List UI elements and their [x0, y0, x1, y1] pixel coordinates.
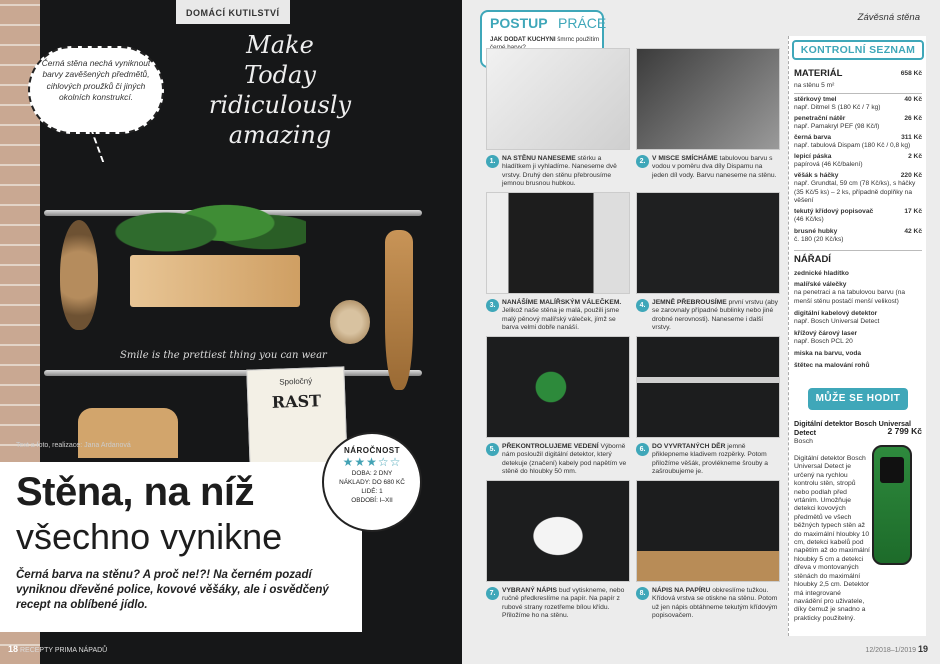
step-photo-finished-wall [636, 480, 780, 582]
product-brand: Bosch [794, 438, 813, 445]
tool-item [794, 281, 922, 306]
page-number-left: 18 [8, 644, 19, 654]
question-rest: šmrnc použitím [557, 36, 600, 43]
headline-sub: všechno vynikne [16, 516, 283, 557]
difficulty-badge [322, 432, 422, 532]
material-total [794, 70, 922, 78]
step-photo-sanding [636, 192, 780, 294]
step-number: 2. [636, 155, 649, 168]
headline-main: Stěna, na níž [16, 470, 254, 514]
step-bold: NANÁŠÍME MALÍŘSKÝM VÁLEČKEM. [502, 299, 622, 306]
material-name: černá barva [794, 134, 832, 141]
right-page [462, 0, 940, 664]
step-bold: PŘEKONTROLUJEME VEDENÍ [502, 443, 599, 450]
material-note: např. Pamakryl PEF (98 Kč/l) [794, 123, 880, 131]
material-name: brusné hubky [794, 228, 838, 235]
step-bold: VYBRANÝ NÁPIS [502, 587, 557, 594]
material-heading: MATERIÁL [794, 68, 843, 79]
chalk-line: amazing [228, 121, 332, 149]
step-text [486, 299, 630, 332]
material-item [794, 208, 922, 225]
step-body: jemně přiklepneme kladivem rozpěrky. Potom přiložíme věšák, provlékneme šrouby a zašroubujeme je. [652, 443, 768, 475]
right-footer [865, 644, 928, 654]
material-name: lepicí páska [794, 153, 832, 160]
step-number: 8. [636, 587, 649, 600]
book-title-small: Spoločný [279, 376, 313, 387]
step-card [636, 480, 780, 620]
step-number: 4. [636, 299, 649, 312]
question-bold: JAK DODAT KUCHYNI [490, 36, 556, 43]
step-number: 7. [486, 587, 499, 600]
step-text [486, 155, 630, 188]
step-photo-plastering [486, 48, 630, 150]
speech-bubble: Černá stěna nechá vyniknout barvy zavěšených předmětů, cihlových proužků či jiných okolních konstrukcí. [28, 46, 164, 134]
step-number: 3. [486, 299, 499, 312]
material-price: 2 Kč [908, 153, 922, 160]
product-name: Digitální detektor Bosch Universal Detect [794, 419, 912, 437]
step-bold: JEMNĚ PŘEBROUSÍME [652, 299, 727, 306]
step-bold: V MISCE SMÍCHÁME [652, 155, 718, 162]
issue-date: 12/2018–1/2019 [865, 647, 917, 654]
material-note: papírová (46 Kč/balení) [794, 161, 863, 169]
step-text [636, 299, 780, 332]
step-card [486, 192, 630, 332]
material-note: č. 180 (20 Kč/ks) [794, 236, 844, 244]
step-photo-detector [486, 336, 630, 438]
material-item [794, 134, 922, 151]
step-body: buď vytiskneme, nebo ručně předkreslíme na papír. Na papír z rubové strany rozetřeme bílou křídu. Přiložíme ho na stěnu. [502, 587, 625, 619]
tool-note: na penetraci a na tabulovou barvu (na menší stěnu postačí menší velikost) [794, 289, 906, 305]
step-number: 1. [486, 155, 499, 168]
material-price: 220 Kč [900, 172, 922, 179]
chalk-lettering [190, 30, 370, 150]
material-item [794, 172, 922, 206]
material-name: věšák s háčky [794, 172, 839, 179]
tool-name: zednické hladítko [794, 270, 849, 277]
left-footer [8, 644, 107, 654]
wooden-planter [130, 255, 300, 307]
step-body: stěrku a hladítkem ji vyhladíme. Naneseme dvě vrstvy. Druhý den stěnu přebrousíme jemnou brusnou hubkou. [502, 155, 617, 187]
step-text [486, 587, 630, 620]
difficulty-time: DOBA: 2 DNY [351, 470, 393, 477]
tools-heading: NÁŘADÍ [794, 254, 831, 265]
postup-title-light: PRÁCE [558, 15, 607, 31]
magazine-name: RECEPTY PRIMA NÁPADŮ [19, 647, 108, 654]
material-price: 26 Kč [904, 115, 922, 122]
step-body: Jelikož naše stěna je malá, použili jsme malý pěnový malířský váleček, jímž se barva velmi dobře nanáší. [502, 307, 620, 331]
step-card [486, 480, 630, 620]
product-price: 2 799 Kč [887, 426, 922, 436]
tool-item [794, 310, 922, 327]
lead-paragraph: Černá barva na stěnu? A proč ne!?! Na černém pozadí vyniknou dřevěné police, kovové věšáky, ale i osvědčený recept na oblíbené jídlo. [16, 569, 329, 611]
wooden-spoon [385, 230, 413, 390]
step-photo-paper-template [486, 480, 630, 582]
step-photo-paint-mixing [636, 48, 780, 150]
woven-basket [60, 220, 98, 330]
tool-name: malířské válečky [794, 281, 847, 288]
postup-title-bold: POSTUP [490, 15, 548, 31]
material-subtitle: na stěnu 5 m² [794, 82, 835, 89]
tool-name: miska na barvu, voda [794, 350, 862, 357]
material-name: tekutý křídový popisovač [794, 208, 874, 215]
step-bold: NÁPIS NA PAPÍRU [652, 587, 711, 594]
material-item [794, 228, 922, 245]
tool-item [794, 270, 922, 278]
chalk-line: Today [244, 61, 316, 89]
step-card [636, 336, 780, 476]
material-note: např. Ditmel S (180 Kč / 7 kg) [794, 104, 881, 112]
tool-item [794, 330, 922, 347]
material-price: 17 Kč [904, 208, 922, 215]
step-text [636, 443, 780, 476]
difficulty-title: NÁROČNOST [343, 446, 401, 455]
photo-credit: Text a foto, realizace: Jana Ardanová [16, 442, 131, 449]
cutting-board [78, 408, 178, 458]
step-card [486, 336, 630, 476]
difficulty-people: LIDÉ: 1 [361, 488, 383, 495]
material-note: např. Grundtal, 59 cm (78 Kč/ks), s háčky (35 Kč/5 ks) – 2 ks, případně doplňky na věšení [794, 180, 916, 205]
tip-heading: MŮŽE SE HODIT [808, 388, 908, 410]
step-card [636, 192, 780, 332]
material-total-value: 658 Kč [900, 70, 922, 77]
steps-grid [486, 40, 782, 630]
divider [794, 93, 922, 94]
section-tag: DOMÁCÍ KUTILSTVÍ [176, 0, 290, 24]
detector-screen [880, 457, 904, 483]
tool-item [794, 362, 922, 370]
step-text [636, 587, 780, 620]
step-text [486, 443, 630, 476]
title-block [0, 462, 362, 632]
hanging-rail-bottom [44, 370, 422, 376]
difficulty-season: OBDOBÍ: I–XII [351, 497, 393, 504]
left-page [0, 0, 462, 664]
material-name: penetrační nátěr [794, 115, 846, 122]
product-description: Digitální detektor Bosch Universal Detect je určený na rychlou kontrolu stěn, stropů nebo podlah před vrtáním. Umožňuje detekci kovových předmětů ve všech běžných typech stěn až do maximální hloubky 10 cm, detekci kabelů pod napětím až do maximální hloubky 5 cm a detekci dřeva v montovaných stěnách do maximální hloubky 2,5 cm. Detektor má integrované navádění pro uživatele, díky čemuž je snadno a prakticky použitelný. [794, 455, 870, 622]
step-bold: NA STĚNU NANESEME [502, 155, 576, 162]
step-body: Výborně nám posloužil digitální detektor, který detekuje (značení) kabely pod napětím ve stěně do hloubky 50 mm. [502, 443, 627, 475]
material-item [794, 115, 922, 132]
book-title: RAST [271, 391, 322, 412]
step-photo-drilling [636, 336, 780, 438]
step-number: 5. [486, 443, 499, 456]
section-label: Závěsná stěna [857, 12, 920, 23]
tool-name: křížový čárový laser [794, 330, 858, 337]
chalk-line: Make [246, 31, 314, 59]
divider [794, 250, 922, 251]
difficulty-cost: NÁKLADY: DO 680 KČ [339, 479, 405, 486]
material-note: např. tabulová Dispam (180 Kč / 0,8 kg) [794, 142, 911, 150]
tool-name: digitální kabelový detektor [794, 310, 878, 317]
step-body: tabulovou barvu s vodou v poměru dva díly Dispamu na jeden díl vody. Barvu naneseme na stěnu. [652, 155, 777, 179]
step-card [486, 48, 630, 188]
step-photo-rolling [486, 192, 630, 294]
material-item [794, 96, 922, 113]
difficulty-stars: ★★★☆☆ [342, 455, 402, 469]
page-number-right: 19 [917, 644, 928, 654]
material-name: stěrkový tmel [794, 96, 837, 103]
tool-name: štětec na malování rohů [794, 362, 870, 369]
step-bold: DO VYVRTANÝCH DĚR [652, 443, 726, 450]
material-item [794, 153, 922, 170]
detector-image [872, 445, 912, 565]
material-price: 311 Kč [901, 134, 922, 141]
chalk-line: ridiculously [208, 91, 352, 119]
checklist-title: KONTROLNÍ SEZNAM [792, 40, 924, 60]
step-body: první vrstvu (aby se zarovnaly případné bublinky nebo jiné drobné nerovnosti). Naneseme i další vrstvy. [652, 299, 778, 331]
tool-note: např. Bosch Universal Detect [794, 318, 880, 326]
step-number: 6. [636, 443, 649, 456]
tool-item [794, 350, 922, 358]
step-card [636, 48, 780, 180]
material-price: 40 Kč [904, 96, 922, 103]
tool-note: např. Bosch PCL 20 [794, 338, 853, 346]
material-note: (46 Kč/ks) [794, 216, 824, 224]
step-body: obkreslíme tužkou. Křídová vrstva se otiskne na stěnu. Potom už jen nápis obtáhneme tekutým křídovým popisovačem. [652, 587, 778, 619]
twine-roll [330, 300, 370, 344]
material-price: 42 Kč [904, 228, 922, 235]
step-text [636, 155, 780, 180]
product-title [794, 419, 922, 437]
chalk-lettering-small: Smile is the prettiest thing you can wear [120, 350, 327, 361]
